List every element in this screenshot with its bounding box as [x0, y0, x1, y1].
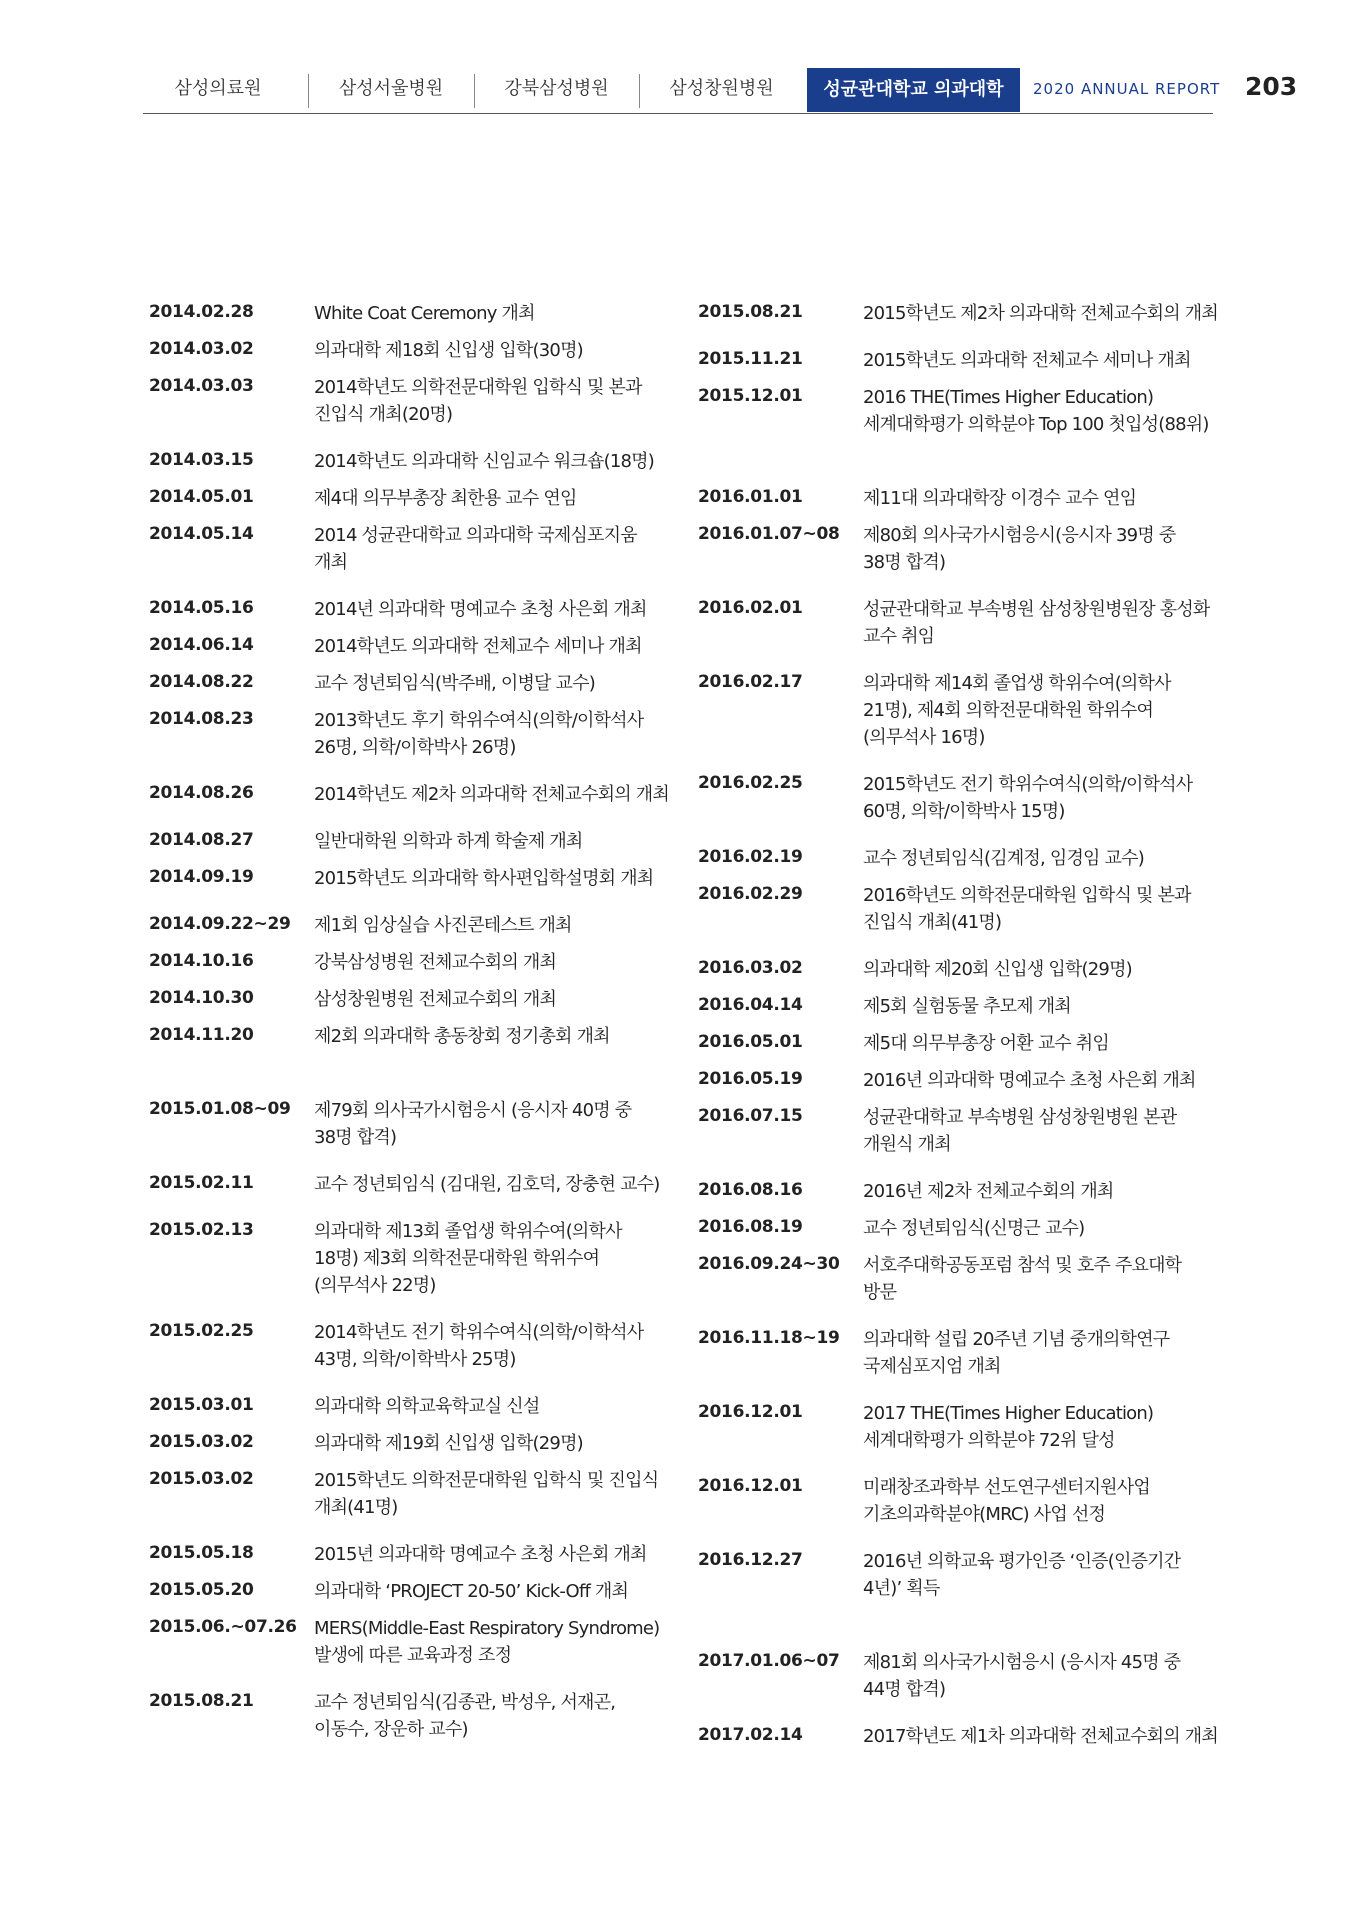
timeline-left-column — [149, 300, 669, 1743]
timeline-entry — [149, 1097, 669, 1151]
entry-date: 2016.02.19 — [698, 847, 803, 867]
annual-report-title: 2020 ANNUAL REPORT — [1033, 80, 1221, 98]
entry-event: 2017 THE(Times Higher Education) 세계대학평가 의학분야 72위 달성 — [863, 1403, 1154, 1451]
timeline-entry — [149, 986, 669, 1013]
entry-event: 의과대학 제14회 졸업생 학위수여(의학사 21명), 제4회 의학전문대학원 학위수여(의무석사 16명) — [863, 673, 1171, 748]
entry-event: 2013학년도 후기 학위수여식(의학/이학석사 26명, 의학/이학박사 26명) — [314, 710, 644, 758]
entry-date: 2016.12.01 — [698, 1476, 803, 1496]
entry-event: MERS(Middle-East Respiratory Syndrome) 발생에 따른 교육과정 조정 — [314, 1618, 660, 1666]
timeline-entry — [698, 1400, 1218, 1454]
entry-event: 2014학년도 의학전문대학원 입학식 및 본과 진입식 개최(20명) — [314, 377, 642, 425]
timeline-entry — [149, 707, 669, 761]
entry-date: 2015.03.02 — [149, 1469, 254, 1489]
entry-event: 성균관대학교 부속병원 삼성창원병원 본관 개원식 개최 — [863, 1107, 1177, 1155]
entry-date: 2014.05.16 — [149, 598, 254, 618]
entry-date: 2015.08.21 — [698, 302, 803, 322]
timeline-entry — [698, 1548, 1218, 1602]
timeline-entry — [698, 1030, 1218, 1057]
entry-date: 2016.02.25 — [698, 773, 803, 793]
entry-date: 2016.09.24~30 — [698, 1254, 840, 1274]
entry-date: 2017.02.14 — [698, 1725, 803, 1745]
entry-date: 2014.10.16 — [149, 951, 254, 971]
entry-date: 2015.02.11 — [149, 1173, 254, 1193]
entry-event: 의과대학 설립 20주년 기념 중개의학연구 국제심포지엄 개최 — [863, 1329, 1170, 1377]
timeline-entry — [698, 1649, 1218, 1703]
entry-date: 2014.08.22 — [149, 672, 254, 692]
entry-event: 교수 정년퇴임식 (김대원, 김호덕, 장충현 교수) — [314, 1174, 660, 1195]
timeline-entry — [698, 1215, 1218, 1242]
timeline-entry — [149, 1023, 669, 1050]
timeline-entry — [149, 448, 669, 475]
entry-event: White Coat Ceremony 개최 — [314, 303, 535, 324]
entry-date: 2015.12.01 — [698, 386, 803, 406]
entry-event: 2014학년도 전기 학위수여식(의학/이학석사 43명, 의학/이학박사 25명) — [314, 1322, 644, 1370]
timeline-entry — [698, 1326, 1218, 1380]
entry-date: 2014.08.27 — [149, 830, 254, 850]
entry-date: 2014.03.15 — [149, 450, 254, 470]
entry-event: 교수 정년퇴임식(박주배, 이병달 교수) — [314, 673, 595, 694]
entry-event: 교수 정년퇴임식(신명근 교수) — [863, 1218, 1085, 1239]
entry-event: 2014학년도 의과대학 전체교수 세미나 개최 — [314, 636, 642, 657]
entry-event: 2016년 의학교육 평가인증 ‘인증(인증기간 4년)’ 획득 — [863, 1551, 1181, 1599]
entry-event: 제2회 의과대학 총동창회 정기총회 개최 — [314, 1026, 610, 1047]
entry-event: 제5회 실험동물 추모제 개최 — [863, 996, 1071, 1017]
entry-date: 2015.08.21 — [149, 1691, 254, 1711]
timeline-entry — [698, 300, 1218, 327]
entry-event: 2015학년도 전기 학위수여식(의학/이학석사 60명, 의학/이학박사 15명) — [863, 774, 1193, 822]
timeline-entry — [149, 633, 669, 660]
entry-event: 2015학년도 의학전문대학원 입학식 및 진입식 개최(41명) — [314, 1470, 659, 1518]
timeline-entry — [698, 596, 1218, 650]
entry-event: 2014 성균관대학교 의과대학 국제심포지움 개최 — [314, 525, 637, 573]
entry-date: 2017.01.06~07 — [698, 1651, 840, 1671]
entry-event: 2015학년도 제2차 의과대학 전체교수회의 개최 — [863, 303, 1218, 324]
timeline-entry — [149, 828, 669, 855]
entry-event: 2015년 의과대학 명예교수 초청 사은회 개최 — [314, 1544, 647, 1565]
entry-event: 삼성창원병원 전체교수회의 개최 — [314, 989, 557, 1010]
entry-date: 2015.02.25 — [149, 1321, 254, 1341]
timeline-entry — [698, 485, 1218, 512]
entry-date: 2016.07.15 — [698, 1106, 803, 1126]
timeline-entry — [149, 1541, 669, 1568]
timeline-entry — [149, 1615, 669, 1669]
entry-event: 2015학년도 의과대학 학사편입학설명회 개최 — [314, 868, 654, 889]
entry-event: 2016학년도 의학전문대학원 입학식 및 본과 진입식 개최(41명) — [863, 885, 1191, 933]
entry-date: 2016.02.17 — [698, 672, 803, 692]
tab-samsung-changwon-hospital[interactable]: 삼성창원병원 — [669, 78, 774, 99]
entry-event: 제4대 의무부총장 최한용 교수 연임 — [314, 488, 577, 509]
entry-event: 성균관대학교 부속병원 삼성창원병원장 홍성화 교수 취임 — [863, 599, 1210, 647]
tab-kangbuk-samsung-hospital[interactable]: 강북삼성병원 — [504, 78, 609, 99]
entry-event: 미래창조과학부 선도연구센터지원사업 기초의과학분야(MRC) 사업 선정 — [863, 1477, 1150, 1525]
entry-event: 제1회 임상실습 사진콘테스트 개최 — [314, 915, 572, 936]
timeline-entry — [149, 1393, 669, 1420]
timeline-entry — [698, 1067, 1218, 1094]
entry-event: 2015학년도 의과대학 전체교수 세미나 개최 — [863, 350, 1191, 371]
entry-event: 교수 정년퇴임식(김계정, 임경임 교수) — [863, 848, 1144, 869]
timeline-entry — [698, 1252, 1218, 1306]
tab-skku-school-of-medicine[interactable]: 성균관대학교 의과대학 — [807, 68, 1020, 112]
entry-date: 2016.02.29 — [698, 884, 803, 904]
timeline-entry — [698, 347, 1218, 374]
timeline-entry — [149, 1689, 669, 1743]
entry-date: 2014.08.26 — [149, 783, 254, 803]
timeline-entry — [149, 670, 669, 697]
entry-date: 2014.11.20 — [149, 1025, 254, 1045]
timeline-entry — [149, 1578, 669, 1605]
entry-date: 2014.03.03 — [149, 376, 254, 396]
entry-date: 2014.02.28 — [149, 302, 254, 322]
entry-date: 2015.06.~07.26 — [149, 1617, 297, 1637]
entry-event: 2016년 의과대학 명예교수 초청 사은회 개최 — [863, 1070, 1196, 1091]
timeline-entry — [149, 1319, 669, 1373]
entry-event: 의과대학 제13회 졸업생 학위수여(의학사 18명) 제3회 의학전문대학원 학위수여(의무석사 22명) — [314, 1221, 622, 1296]
timeline-entry — [698, 670, 1218, 751]
timeline-entry — [149, 337, 669, 364]
entry-event: 강북삼성병원 전체교수회의 개최 — [314, 952, 557, 973]
entry-date: 2015.02.13 — [149, 1220, 254, 1240]
page-header — [143, 66, 1221, 114]
timeline-right-column — [698, 300, 1218, 1750]
entry-date: 2016.08.16 — [698, 1180, 803, 1200]
timeline-entry — [149, 522, 669, 576]
entry-event: 의과대학 ‘PROJECT 20-50’ Kick-Off 개최 — [314, 1581, 629, 1602]
entry-date: 2016.05.01 — [698, 1032, 803, 1052]
entry-event: 제81회 의사국가시험응시 (응시자 45명 중 44명 합격) — [863, 1652, 1181, 1700]
timeline-entry — [149, 1467, 669, 1521]
timeline-entry — [698, 771, 1218, 825]
timeline-entry — [149, 781, 669, 808]
entry-date: 2016.03.02 — [698, 958, 803, 978]
timeline-entry — [698, 993, 1218, 1020]
entry-date: 2014.06.14 — [149, 635, 254, 655]
entry-date: 2015.05.18 — [149, 1543, 254, 1563]
entry-event: 일반대학원 의학과 하계 학술제 개최 — [314, 831, 583, 852]
timeline-entry — [149, 1171, 669, 1198]
entry-date: 2016.04.14 — [698, 995, 803, 1015]
entry-event: 2014학년도 제2차 의과대학 전체교수회의 개최 — [314, 784, 669, 805]
entry-date: 2014.10.30 — [149, 988, 254, 1008]
entry-event: 의과대학 제20회 신입생 입학(29명) — [863, 959, 1132, 980]
entry-event: 2016년 제2차 전체교수회의 개최 — [863, 1181, 1114, 1202]
entry-date: 2014.03.02 — [149, 339, 254, 359]
timeline-entry — [698, 1104, 1218, 1158]
entry-event: 의과대학 제19회 신입생 입학(29명) — [314, 1433, 583, 1454]
entry-event: 2014학년도 의과대학 신임교수 워크숍(18명) — [314, 451, 654, 472]
entry-event: 2017학년도 제1차 의과대학 전체교수회의 개최 — [863, 1726, 1218, 1747]
entry-date: 2015.03.02 — [149, 1432, 254, 1452]
entry-date: 2015.05.20 — [149, 1580, 254, 1600]
timeline-entry — [698, 1474, 1218, 1528]
timeline-entry — [698, 845, 1218, 872]
timeline-entry — [149, 949, 669, 976]
entry-date: 2016.11.18~19 — [698, 1328, 840, 1348]
timeline-entry — [149, 865, 669, 892]
entry-event: 의과대학 제18회 신입생 입학(30명) — [314, 340, 583, 361]
entry-event: 2014년 의과대학 명예교수 초청 사은회 개최 — [314, 599, 647, 620]
entry-date: 2015.03.01 — [149, 1395, 254, 1415]
entry-date: 2016.12.01 — [698, 1402, 803, 1422]
entry-date: 2015.11.21 — [698, 349, 803, 369]
entry-event: 제79회 의사국가시험응시 (응시자 40명 중 38명 합격) — [314, 1100, 632, 1148]
timeline-entry — [149, 300, 669, 327]
timeline-entry — [698, 1178, 1218, 1205]
entry-date: 2014.09.19 — [149, 867, 254, 887]
entry-date: 2016.05.19 — [698, 1069, 803, 1089]
entry-date: 2014.09.22~29 — [149, 914, 291, 934]
timeline-entry — [698, 882, 1218, 936]
entry-event: 서호주대학공동포럼 참석 및 호주 주요대학 방문 — [863, 1255, 1182, 1303]
tab-samsung-seoul-hospital[interactable]: 삼성서울병원 — [338, 78, 444, 99]
timeline-entry — [698, 384, 1218, 438]
timeline-entry — [698, 1723, 1218, 1750]
tab-samsung-medical-center[interactable]: 삼성의료원 — [174, 78, 262, 99]
entry-event: 2016 THE(Times Higher Education) 세계대학평가 의학분야 Top 100 첫입성(88위) — [863, 387, 1209, 435]
timeline-entry — [698, 956, 1218, 983]
entry-event: 제80회 의사국가시험응시(응시자 39명 중 38명 합격) — [863, 525, 1176, 573]
entry-date: 2016.02.01 — [698, 598, 803, 618]
timeline-entry — [149, 374, 669, 428]
entry-event: 제11대 의과대학장 이경수 교수 연임 — [863, 488, 1137, 509]
entry-date: 2014.05.01 — [149, 487, 254, 507]
entry-event: 제5대 의무부총장 어환 교수 취임 — [863, 1033, 1109, 1054]
entry-date: 2016.12.27 — [698, 1550, 803, 1570]
page-number: 203 — [1245, 72, 1298, 101]
entry-event: 의과대학 의학교육학교실 신설 — [314, 1396, 540, 1417]
entry-date: 2014.08.23 — [149, 709, 254, 729]
timeline-entry — [149, 1430, 669, 1457]
entry-date: 2016.01.01 — [698, 487, 803, 507]
timeline-entry — [149, 912, 669, 939]
timeline-entry — [149, 485, 669, 512]
entry-date: 2016.01.07~08 — [698, 524, 840, 544]
entry-date: 2014.05.14 — [149, 524, 254, 544]
entry-date: 2015.01.08~09 — [149, 1099, 291, 1119]
timeline-entry — [149, 596, 669, 623]
entry-date: 2016.08.19 — [698, 1217, 803, 1237]
timeline-entry — [149, 1218, 669, 1299]
entry-event: 교수 정년퇴임식(김종관, 박성우, 서재곤, 이동수, 장운하 교수) — [314, 1692, 616, 1740]
timeline-entry — [698, 522, 1218, 576]
